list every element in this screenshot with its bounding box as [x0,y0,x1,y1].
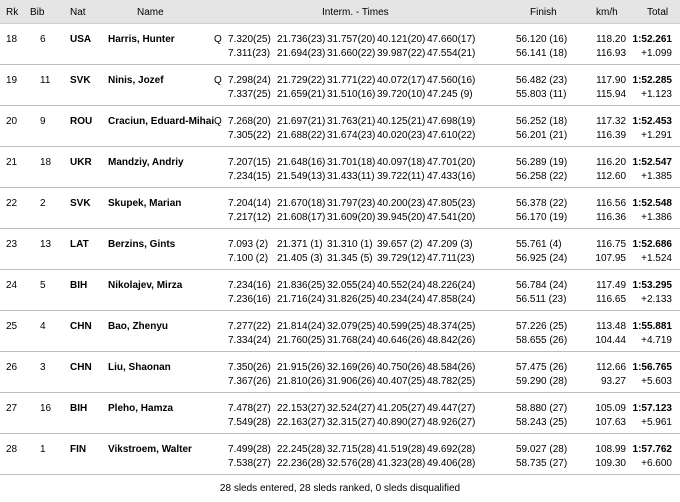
run1-i5-cell: 47.209 (3) [427,239,473,250]
run1-finish-cell: 56.482 (23) [516,75,568,86]
run2-total-cell: +4.719 [641,335,672,346]
run1-total-cell: 1:52.548 [632,198,672,209]
run2-i3-cell: 31.674(23) [327,130,376,141]
bib-cell: 16 [40,403,52,414]
table-header [0,0,680,24]
run1-i4-cell: 40.552(24) [377,280,426,291]
run2-finish-cell: 55.803 (11) [516,89,567,100]
run1-i1-cell: 7.277(22) [228,321,271,332]
run1-i3-cell: 32.055(24) [327,280,376,291]
nation-cell: SVK [70,75,91,86]
run2-i1-cell: 7.217(12) [228,212,271,223]
run1-kmh-cell: 108.99 [595,444,626,455]
run1-i5-cell: 48.374(25) [427,321,476,332]
run1-i1-cell: 7.499(28) [228,444,271,455]
run2-i2-cell: 21.405 (3) [277,253,323,264]
run1-i2-cell: 21.915(26) [277,362,326,373]
run1-i1-cell: 7.234(16) [228,280,271,291]
run2-i3-cell: 31.660(22) [327,48,376,59]
run1-i5-cell: 48.584(26) [427,362,476,373]
run1-i3-cell: 31.701(18) [327,157,376,168]
athlete-name: Craciun, Eduard-Mihai [108,116,215,127]
run2-total-cell: +1.386 [641,212,672,223]
athlete-name: Mandziy, Andriy [108,157,184,168]
run2-i3-cell: 31.609(20) [327,212,376,223]
run1-i4-cell: 40.599(25) [377,321,426,332]
run2-i4-cell: 41.323(28) [377,458,426,469]
run2-finish-cell: 58.735 (27) [516,458,568,469]
rank-cell: 25 [6,321,18,332]
run1-i1-cell: 7.298(24) [228,75,271,86]
bib-cell: 9 [40,116,46,127]
run2-total-cell: +1.385 [641,171,672,182]
run1-kmh-cell: 117.90 [596,75,626,86]
run2-i1-cell: 7.367(26) [228,376,271,387]
run1-finish-cell: 59.027 (28) [516,444,568,455]
bib-cell: 11 [40,75,51,86]
run2-finish-cell: 58.655 (26) [516,335,568,346]
run1-i2-cell: 21.836(25) [277,280,326,291]
nation-cell: ROU [70,116,93,127]
run2-i3-cell: 31.345 (5) [327,253,373,264]
run1-total-cell: 1:57.123 [632,403,672,414]
run1-finish-cell: 56.784 (24) [516,280,568,291]
run1-total-cell: 1:52.261 [632,34,672,45]
run1-finish-cell: 55.761 (4) [516,239,562,250]
header-interm: Interm. - Times [322,7,389,18]
table-row [0,394,680,434]
table-row [0,435,680,475]
run1-i2-cell: 21.814(24) [277,321,326,332]
rank-cell: 24 [6,280,18,291]
run2-finish-cell: 56.925 (24) [516,253,568,264]
run2-i2-cell: 21.549(13) [277,171,326,182]
run2-i3-cell: 31.768(24) [327,335,376,346]
rank-cell: 23 [6,239,18,250]
run2-total-cell: +1.291 [641,130,672,141]
run1-i5-cell: 47.698(19) [427,116,476,127]
rank-cell: 20 [6,116,18,127]
run2-i5-cell: 47.858(24) [427,294,476,305]
athlete-name: Vikstroem, Walter [108,444,192,455]
run2-i1-cell: 7.234(15) [228,171,271,182]
athlete-name: Pleho, Hamza [108,403,174,414]
run1-i1-cell: 7.207(15) [228,157,271,168]
run2-i5-cell: 47.245 (9) [427,89,473,100]
run1-finish-cell: 56.378 (22) [516,198,568,209]
bib-cell: 4 [40,321,46,332]
run2-finish-cell: 56.258 (22) [516,171,568,182]
qualified-marker: Q [214,116,222,127]
run1-i1-cell: 7.093 (2) [228,239,269,250]
run2-total-cell: +2.133 [641,294,672,305]
run2-i4-cell: 39.987(22) [377,48,426,59]
run2-kmh-cell: 93.27 [600,376,626,387]
run2-finish-cell: 56.201 (21) [516,130,568,141]
run1-i3-cell: 31.797(23) [327,198,376,209]
run1-i4-cell: 40.750(26) [377,362,426,373]
run2-total-cell: +5.603 [641,376,672,387]
run1-i4-cell: 40.125(21) [377,116,426,127]
run2-i4-cell: 39.945(20) [377,212,426,223]
nation-cell: FIN [70,444,87,455]
run2-i2-cell: 21.694(23) [277,48,326,59]
table-row [0,312,680,352]
run2-i3-cell: 32.315(27) [327,417,376,428]
run2-i1-cell: 7.549(28) [228,417,271,428]
run1-kmh-cell: 105.09 [595,403,626,414]
table-row [0,353,680,393]
run1-i5-cell: 47.701(20) [427,157,476,168]
run1-total-cell: 1:52.686 [632,239,672,250]
run2-i4-cell: 40.890(27) [377,417,426,428]
run1-i1-cell: 7.320(25) [228,34,271,45]
run2-i4-cell: 39.720(10) [377,89,426,100]
rank-cell: 26 [6,362,18,373]
run1-i1-cell: 7.268(20) [228,116,271,127]
qualified-marker: Q [214,75,222,86]
run1-i3-cell: 32.524(27) [327,403,376,414]
run1-i1-cell: 7.478(27) [228,403,271,414]
run1-i1-cell: 7.350(26) [228,362,271,373]
header-bib: Bib [30,7,45,18]
run1-i4-cell: 40.097(18) [377,157,426,168]
run1-total-cell: 1:53.295 [632,280,672,291]
athlete-name: Liu, Shaonan [108,362,171,373]
run2-i2-cell: 21.659(21) [277,89,326,100]
run1-finish-cell: 56.289 (19) [516,157,568,168]
header-kmh: km/h [596,7,618,18]
run2-i2-cell: 21.810(26) [277,376,326,387]
run1-total-cell: 1:55.881 [632,321,672,332]
run2-total-cell: +5.961 [641,417,672,428]
run2-i2-cell: 22.163(27) [277,417,326,428]
run1-i3-cell: 32.079(25) [327,321,376,332]
run2-i5-cell: 47.554(21) [427,48,476,59]
run1-finish-cell: 57.475 (26) [516,362,568,373]
run1-i5-cell: 49.447(27) [427,403,476,414]
run2-kmh-cell: 115.94 [596,89,626,100]
rank-cell: 21 [6,157,18,168]
header-nat: Nat [70,7,86,18]
run1-i3-cell: 31.757(20) [327,34,376,45]
run2-kmh-cell: 104.44 [595,335,626,346]
run1-i3-cell: 31.310 (1) [327,239,373,250]
run2-i5-cell: 47.711(23) [427,253,475,264]
run2-i5-cell: 49.406(28) [427,458,476,469]
athlete-name: Ninis, Jozef [108,75,164,86]
rank-cell: 27 [6,403,18,414]
bib-cell: 6 [40,34,46,45]
header-total: Total [647,7,669,18]
run1-i5-cell: 47.660(17) [427,34,476,45]
run2-finish-cell: 56.511 (23) [516,294,567,305]
athlete-name: Berzins, Gints [108,239,176,250]
run1-i5-cell: 47.560(16) [427,75,476,86]
run1-i4-cell: 40.121(20) [377,34,426,45]
run2-i4-cell: 40.234(24) [377,294,426,305]
bib-cell: 2 [40,198,46,209]
run2-i2-cell: 21.716(24) [277,294,326,305]
table-row [0,25,680,65]
run2-i1-cell: 7.334(24) [228,335,271,346]
run1-finish-cell: 58.880 (27) [516,403,568,414]
bib-cell: 5 [40,280,46,291]
rank-cell: 18 [6,34,18,45]
run2-i4-cell: 40.646(26) [377,335,426,346]
run1-total-cell: 1:52.285 [632,75,672,86]
run2-i4-cell: 40.407(25) [377,376,426,387]
run2-i4-cell: 40.020(23) [377,130,426,141]
table-row [0,271,680,311]
run1-finish-cell: 56.120 (16) [516,34,568,45]
run1-kmh-cell: 117.32 [596,116,626,127]
run2-i2-cell: 21.608(17) [277,212,326,223]
run1-i3-cell: 32.169(26) [327,362,376,373]
run2-kmh-cell: 107.63 [595,417,626,428]
run1-i3-cell: 31.771(22) [327,75,376,86]
nation-cell: CHN [70,321,92,332]
run1-kmh-cell: 116.20 [596,157,626,168]
table-row [0,66,680,106]
run1-i4-cell: 41.519(28) [377,444,426,455]
nation-cell: BIH [70,403,88,414]
run1-i2-cell: 21.648(16) [277,157,326,168]
run2-kmh-cell: 116.36 [596,212,626,223]
run2-finish-cell: 58.243 (25) [516,417,568,428]
run2-i1-cell: 7.236(16) [228,294,271,305]
run2-i2-cell: 21.760(25) [277,335,326,346]
run2-i5-cell: 47.610(22) [427,130,476,141]
run2-kmh-cell: 116.93 [596,48,626,59]
run2-kmh-cell: 116.65 [596,294,626,305]
run2-total-cell: +6.600 [641,458,672,469]
run1-total-cell: 1:52.547 [632,157,672,168]
table-row [0,148,680,188]
athlete-name: Harris, Hunter [108,34,175,45]
run1-i2-cell: 21.729(22) [277,75,326,86]
run1-kmh-cell: 116.75 [596,239,626,250]
run2-i5-cell: 47.541(20) [427,212,476,223]
run2-i3-cell: 31.826(25) [327,294,376,305]
nation-cell: BIH [70,280,88,291]
run1-i4-cell: 41.205(27) [377,403,426,414]
qualified-marker: Q [214,34,222,45]
nation-cell: SVK [70,198,91,209]
run2-kmh-cell: 107.95 [595,253,626,264]
header-finish: Finish [530,7,557,18]
run1-i4-cell: 40.072(17) [377,75,426,86]
run2-i5-cell: 48.842(26) [427,335,476,346]
run2-total-cell: +1.123 [641,89,672,100]
run2-i3-cell: 31.906(26) [327,376,376,387]
run2-i1-cell: 7.311(23) [228,48,271,59]
run1-i2-cell: 22.245(28) [277,444,326,455]
run1-total-cell: 1:52.453 [632,116,672,127]
run2-i4-cell: 39.729(12) [377,253,426,264]
run2-i1-cell: 7.337(25) [228,89,271,100]
run1-i2-cell: 21.371 (1) [277,239,323,250]
run2-kmh-cell: 116.39 [596,130,626,141]
bib-cell: 3 [40,362,46,373]
run2-i5-cell: 48.926(27) [427,417,476,428]
run2-i1-cell: 7.305(22) [228,130,271,141]
run1-i5-cell: 49.692(28) [427,444,476,455]
run1-i3-cell: 32.715(28) [327,444,376,455]
athlete-name: Skupek, Marian [108,198,182,209]
run1-kmh-cell: 112.66 [596,362,626,373]
run1-i2-cell: 21.697(21) [277,116,326,127]
nation-cell: UKR [70,157,92,168]
run2-total-cell: +1.099 [641,48,672,59]
run1-kmh-cell: 118.20 [596,34,626,45]
run2-i2-cell: 21.688(22) [277,130,326,141]
run1-i4-cell: 39.657 (2) [377,239,423,250]
nation-cell: USA [70,34,92,45]
bib-cell: 1 [40,444,46,455]
nation-cell: CHN [70,362,92,373]
run1-i4-cell: 40.200(23) [377,198,426,209]
run2-i3-cell: 32.576(28) [327,458,376,469]
rank-cell: 28 [6,444,18,455]
run2-total-cell: +1.524 [641,253,672,264]
run2-i5-cell: 48.782(25) [427,376,476,387]
run2-i1-cell: 7.538(27) [228,458,271,469]
header-name: Name [137,7,164,18]
athlete-name: Bao, Zhenyu [108,321,169,332]
run2-i2-cell: 22.236(28) [277,458,326,469]
bib-cell: 13 [40,239,52,250]
run2-finish-cell: 56.141 (18) [516,48,568,59]
table-row [0,189,680,229]
run2-i4-cell: 39.722(11) [377,171,425,182]
run1-i2-cell: 21.670(18) [277,198,326,209]
run1-i2-cell: 21.736(23) [277,34,326,45]
athlete-name: Nikolajev, Mirza [108,280,183,291]
run1-total-cell: 1:57.762 [632,444,672,455]
run1-total-cell: 1:56.765 [632,362,672,373]
run1-kmh-cell: 116.56 [596,198,626,209]
summary-footer: 28 sleds entered, 28 sleds ranked, 0 sleds disqualified [219,483,461,494]
run2-kmh-cell: 109.30 [595,458,626,469]
nation-cell: LAT [70,239,89,250]
rank-cell: 22 [6,198,18,209]
run2-i3-cell: 31.433(11) [327,171,375,182]
run1-i1-cell: 7.204(14) [228,198,271,209]
run2-finish-cell: 59.290 (28) [516,376,568,387]
table-row [0,230,680,270]
run2-i5-cell: 47.433(16) [427,171,476,182]
run1-i2-cell: 22.153(27) [277,403,326,414]
header-rk: Rk [6,7,19,18]
rank-cell: 19 [6,75,18,86]
bib-cell: 18 [40,157,52,168]
run2-finish-cell: 56.170 (19) [516,212,568,223]
run1-i3-cell: 31.763(21) [327,116,376,127]
run2-i1-cell: 7.100 (2) [228,253,269,264]
run1-kmh-cell: 117.49 [596,280,626,291]
run1-i5-cell: 47.805(23) [427,198,476,209]
run1-i5-cell: 48.226(24) [427,280,476,291]
run2-kmh-cell: 112.60 [596,171,626,182]
run1-kmh-cell: 113.48 [596,321,626,332]
run1-finish-cell: 57.226 (25) [516,321,568,332]
table-row [0,107,680,147]
run1-finish-cell: 56.252 (18) [516,116,568,127]
run2-i3-cell: 31.510(16) [327,89,376,100]
